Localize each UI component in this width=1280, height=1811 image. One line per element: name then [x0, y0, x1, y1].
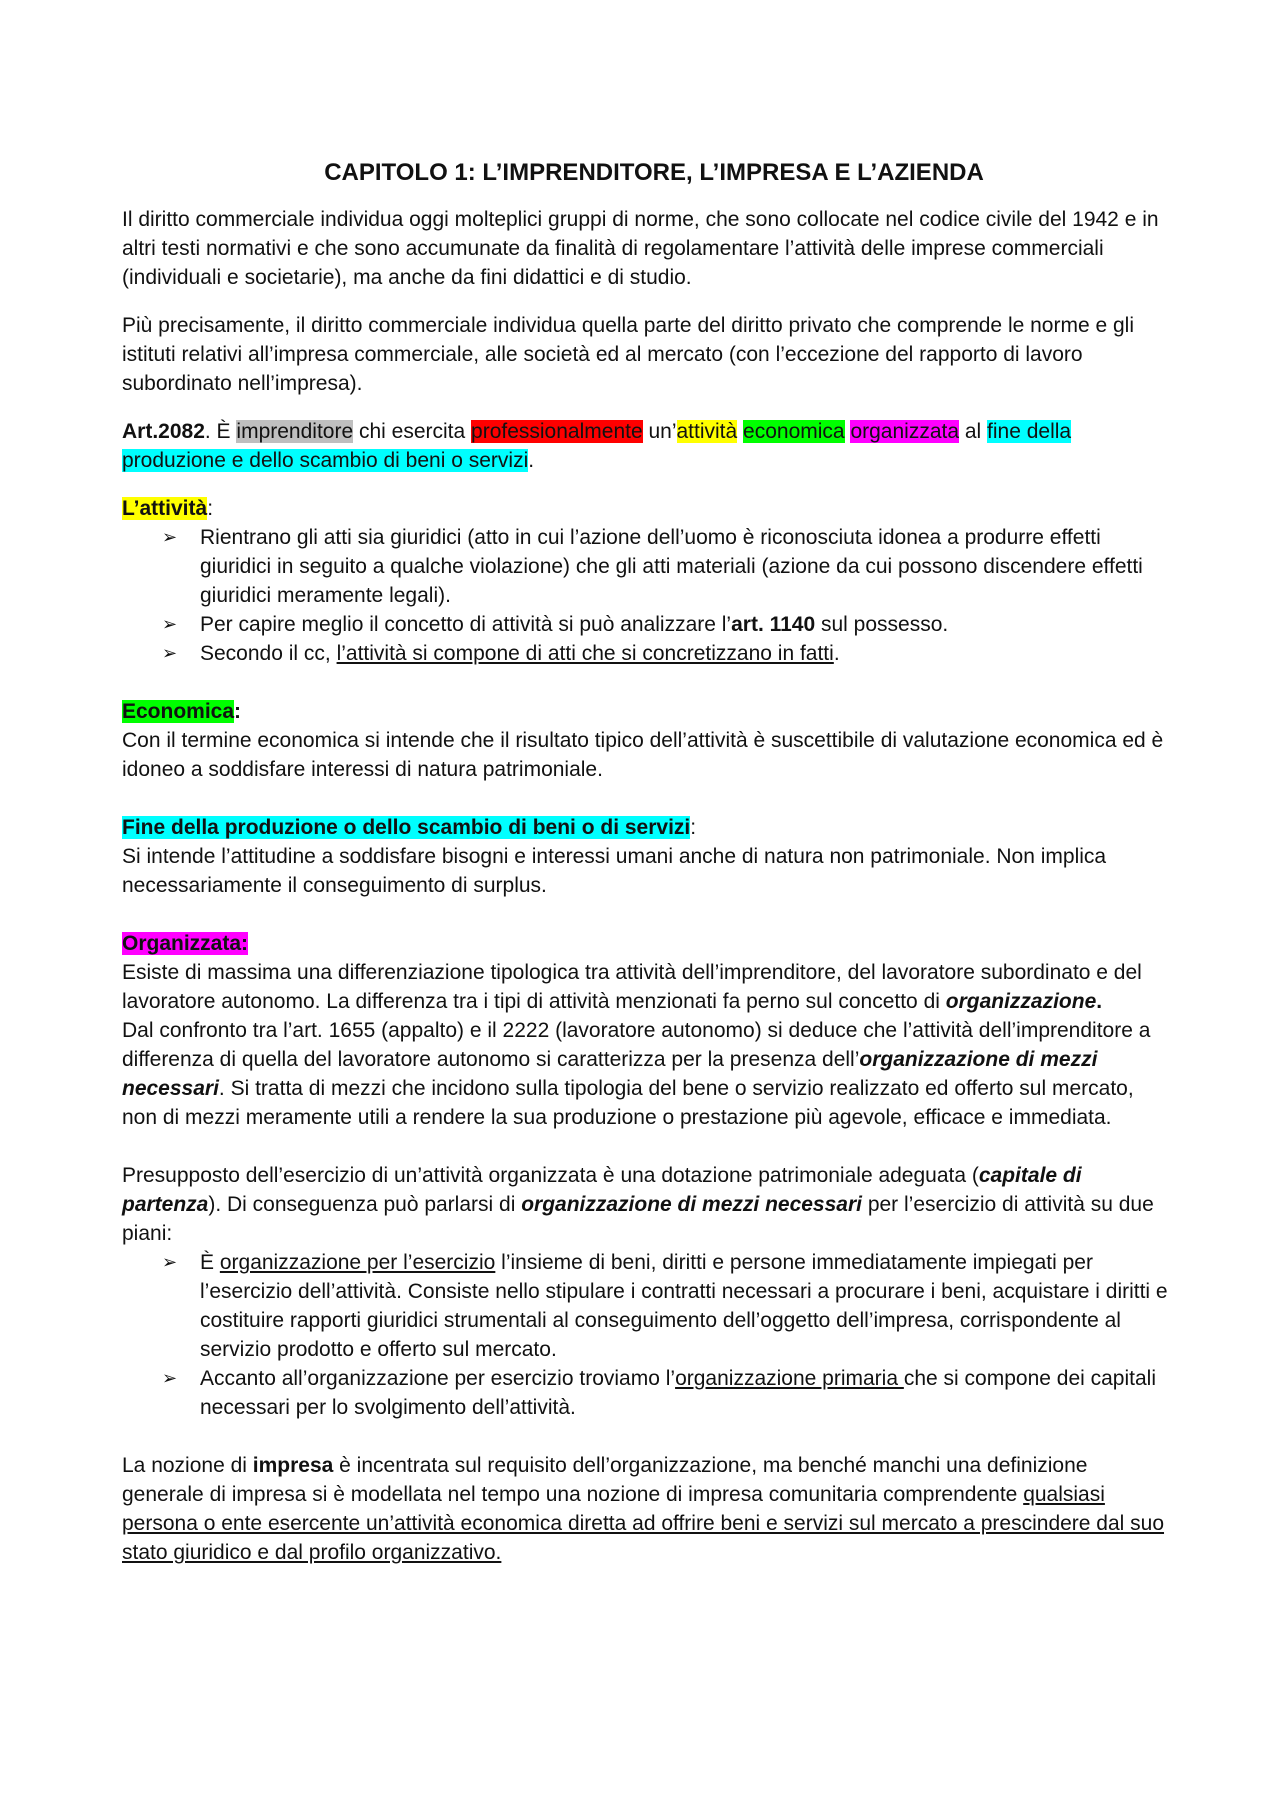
highlight-fine: fine della produzione e dello scambio di beni o servizi [122, 420, 1072, 472]
list-item: ➢ Per capire meglio il concetto di attività si può analizzare l’art. 1140 sul possesso. [200, 610, 1174, 639]
chapter-title: CAPITOLO 1: L’IMPRENDITORE, L’IMPRESA E L’AZIENDA [324, 159, 984, 186]
arrow-bullet-icon: ➢ [162, 614, 178, 634]
impresa-paragraph: La nozione di impresa è incentrata sul requisito dell’organizzazione, ma benché manchi una definizione generale di impresa si è modellata nel tempo una nozione di impresa comunitaria comprendente qualsiasi persona o ente esercente un’attività economica diretta ad offrire beni e servizi sul mercato a prescindere dal suo stato giuridico e dal profilo organizzativo. [122, 1454, 1165, 1564]
highlight-organizzata: organizzata [850, 420, 960, 443]
list-item: ➢ È organizzazione per l’esercizio l’insieme di beni, diritti e persone immediatamente impiegati per l’esercizio dell’attività. Consiste nello stipulare i contratti necessari a procurare i beni, acquistare i diritti e costituire rapporti giuridici strumentali al conseguimento dell’oggetto dell’impresa, corrispondente al servizio prodotto e offerto sul mercato. [200, 1248, 1174, 1364]
organizzata-paragraph-2: Dal confronto tra l’art. 1655 (appalto) e il 2222 (lavoratore autonomo) si deduce che l’attività dell’imprenditore a differenza di quella del lavoratore autonomo si caratterizza per la presenza dell’organizzazione di mezzi necessari. Si tratta di mezzi che incidono sulla tipologia del bene o servizio realizzato ed offerto sul mercato, non di mezzi meramente utili a rendere la sua produzione o prestazione più agevole, efficace e immediata. [122, 1019, 1151, 1129]
article-2082: Art.2082. È imprenditore chi esercita professionalmente un’attività economica organizzata al fine della produzione e dello scambio di beni o servizi. [122, 420, 1072, 472]
fine-heading: Fine della produzione o dello scambio di beni o di servizi: [122, 816, 697, 839]
organizzata-paragraph-1: Esiste di massima una differenziazione tipologica tra attività dell’imprenditore, del lavoratore subordinato e del lavoratore autonomo. La differenza tra i tipi di attività menzionati fa perno sul concetto di organizzazione. [122, 961, 1142, 1013]
organizzata-heading: Organizzata: [122, 932, 249, 955]
arrow-bullet-icon: ➢ [162, 1368, 178, 1388]
article-ref: Art.2082 [122, 420, 205, 443]
intro-paragraph-1: Il diritto commerciale individua oggi molteplici gruppi di norme, che sono collocate nel codice civile del 1942 e in altri testi normativi e che sono accumunate da finalità di regolamentare l’attività delle imprese commerciali (individuali e societarie), ma anche da fini didattici e di studio. [122, 208, 1159, 289]
attivita-list [122, 523, 1174, 668]
list-item: ➢ Rientrano gli atti sia giuridici (atto in cui l’azione dell’uomo è riconosciuta idonea a produrre effetti giuridici in seguito a qualche violazione) che gli atti materiali (azione da cui possono discendere effetti giuridici meramente legali). [200, 523, 1174, 610]
highlight-professionalmente: professionalmente [471, 420, 643, 443]
list-item: ➢ Accanto all’organizzazione per esercizio troviamo l’organizzazione primaria che si compone dei capitali necessari per lo svolgimento dell’attività. [200, 1364, 1174, 1422]
list-item: ➢ Secondo il cc, l’attività si compone di atti che si concretizzano in fatti. [200, 639, 1174, 668]
attivita-heading: L’attività: [122, 497, 214, 520]
fine-text: Si intende l’attitudine a soddisfare bisogni e interessi umani anche di natura non patrimoniale. Non implica necessariamente il conseguimento di surplus. [122, 845, 1107, 897]
arrow-bullet-icon: ➢ [162, 1252, 178, 1272]
presupposto-list [122, 1248, 1174, 1422]
intro-paragraph-2: Più precisamente, il diritto commerciale individua quella parte del diritto privato che comprende le norme e gli istituti relativi all’impresa commerciale, alle società ed al mercato (con l’eccezione del rapporto di lavoro subordinato nell’impresa). [122, 314, 1134, 395]
presupposto-paragraph: Presupposto dell’esercizio di un’attività organizzata è una dotazione patrimoniale adeguata (capitale di partenza). Di conseguenza può parlarsi di organizzazione di mezzi necessari per l’esercizio di attività su due piani: [122, 1164, 1154, 1245]
highlight-imprenditore: imprenditore [236, 420, 354, 443]
economica-heading: Economica: [122, 700, 242, 723]
arrow-bullet-icon: ➢ [162, 527, 178, 547]
highlight-attivita: attività [676, 420, 738, 443]
highlight-economica: economica [743, 420, 845, 443]
economica-text: Con il termine economica si intende che il risultato tipico dell’attività è suscettibile di valutazione economica ed è idoneo a soddisfare interessi di natura patrimoniale. [122, 729, 1164, 781]
arrow-bullet-icon: ➢ [162, 643, 178, 663]
